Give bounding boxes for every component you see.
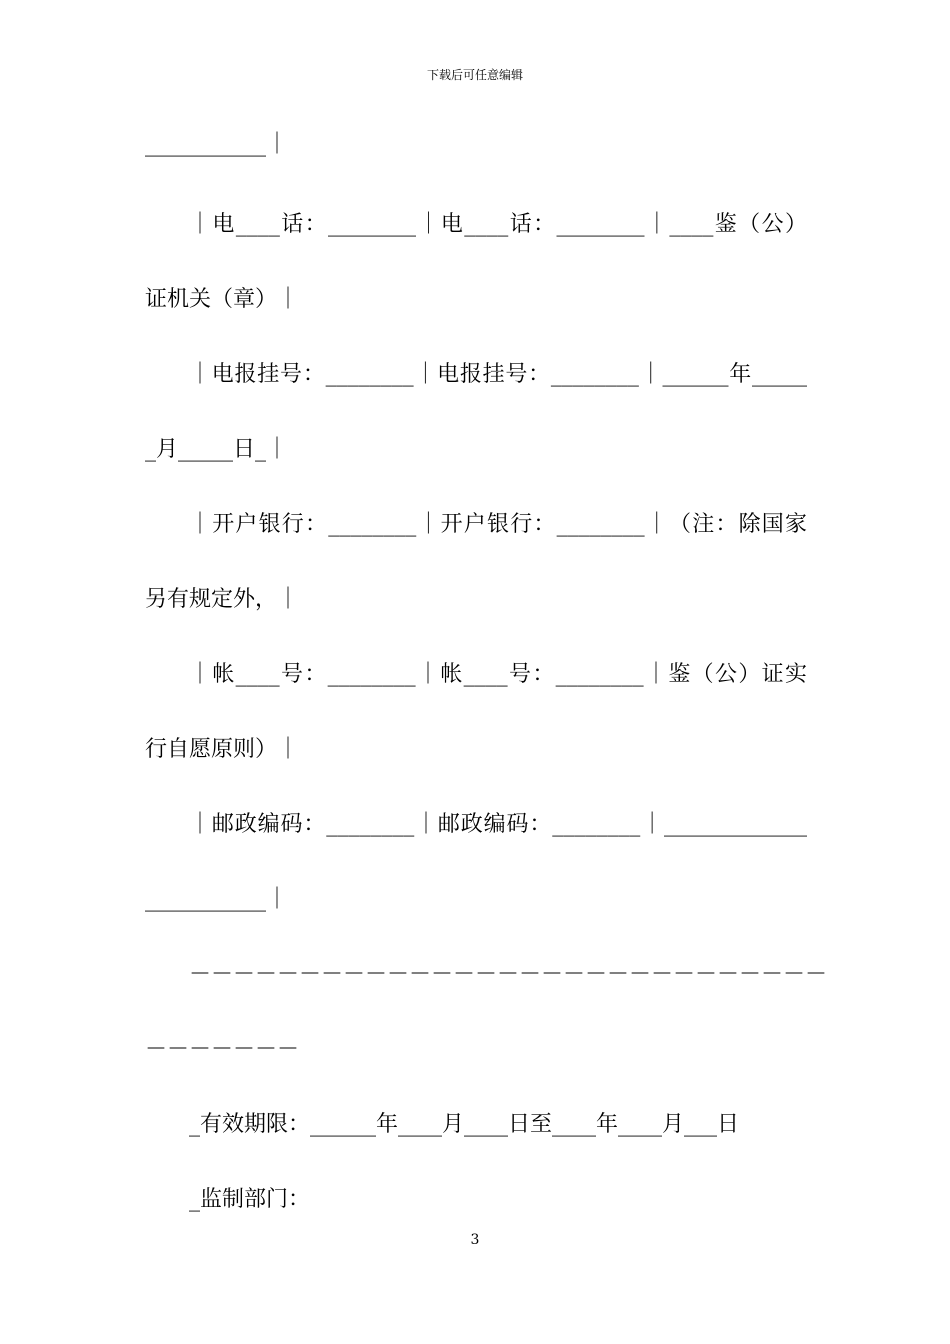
text-line: ｜邮政编码：________｜邮政编码：________｜_____________ [189, 812, 807, 837]
validity-period-line: _有效期限：______年____月____日至____年____月___日 [189, 1112, 740, 1137]
text-line: 行自愿原则）｜ [145, 737, 300, 762]
separator-line: －－－－－－－－－－－－－－－－－－－－－－－－－－－－－ [189, 962, 828, 987]
supervising-department-line: _监制部门： [189, 1187, 311, 1212]
text-line: ｜开户银行：________｜开户银行：________｜（注：除国家 [189, 512, 807, 537]
text-line: ___________｜ [145, 887, 289, 912]
text-line: 证机关（章）｜ [145, 287, 300, 312]
text-line: _月_____日_｜ [145, 437, 289, 462]
page-number: 3 [470, 1232, 480, 1248]
text-line: 另有规定外，｜ [145, 587, 300, 612]
separator-line: －－－－－－－ [145, 1037, 300, 1062]
text-line: ｜电报挂号：________｜电报挂号：________｜______年_____ [189, 362, 807, 387]
text-line: ｜帐____号：________｜帐____号：________｜鉴（公）证实 [189, 662, 807, 687]
page-header: 下载后可任意编辑 [426, 68, 523, 82]
text-line: ___________｜ [145, 132, 289, 157]
text-line: ｜电____话：________｜电____话：________｜____鉴（公） [189, 212, 807, 237]
